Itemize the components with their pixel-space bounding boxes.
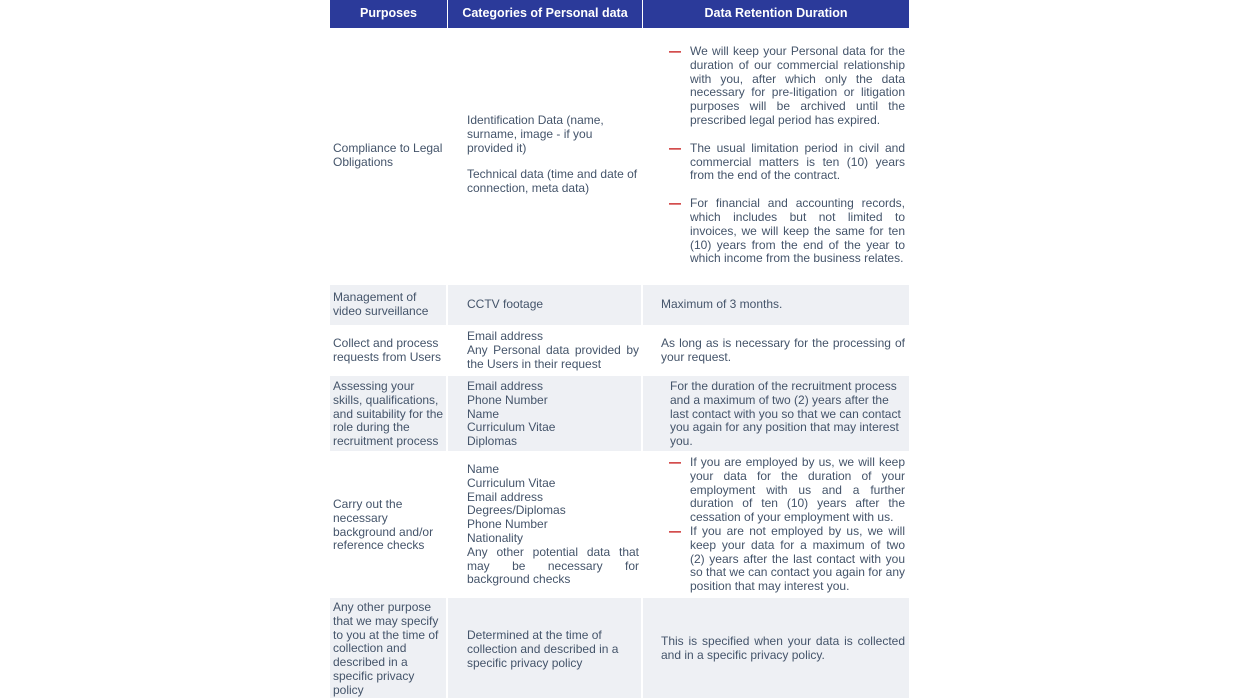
category-item: Phone Number <box>467 517 548 532</box>
row-compliance-purpose: Compliance to Legal Obligations <box>333 141 443 169</box>
category-item: Nationality <box>467 530 524 545</box>
row-other-retention: This is specified when your data is collected and in a specific privacy policy. <box>661 634 905 662</box>
header-categories-label: Categories of Personal data <box>462 6 628 21</box>
row-recruitment-purpose: Assessing your skills, qualifications, and suitability for the role during the recruitment process <box>333 379 444 449</box>
retention-text: The usual limitation period in civil and commercial matters is ten (10) years from the end of the contract. <box>690 140 905 183</box>
retention-item <box>669 525 905 594</box>
category-item: Email address <box>467 329 544 343</box>
row-compliance-categories <box>467 114 639 196</box>
row-background-purpose: Carry out the necessary background and/or reference checks <box>333 497 434 553</box>
row-other-purpose: Any other purpose that we may specify to you at the time of collection and described in a specific privacy policy <box>333 600 439 697</box>
row-background-categories <box>467 463 639 587</box>
row-requests-purpose: Collect and process requests from Users <box>333 336 442 364</box>
column-separator <box>641 28 643 698</box>
column-separator <box>446 28 448 698</box>
category-item: Any other potential data that may be necessary for background checks <box>467 544 639 587</box>
header-retention <box>643 0 909 28</box>
header-retention-label: Data Retention Duration <box>704 6 848 21</box>
dash-bullet-icon: — <box>669 196 681 211</box>
category-item: Curriculum Vitae <box>467 420 556 435</box>
row-recruitment-categories <box>467 380 639 449</box>
header-purposes <box>330 0 447 28</box>
header-purposes-label: Purposes <box>360 6 417 21</box>
category-item: Degrees/Diplomas <box>467 503 566 518</box>
header-categories <box>448 0 642 28</box>
retention-text: For financial and accounting records, which includes but not limited to invoices, we will keep the same for ten (10) years from the end of the year to which income from the business relates. <box>690 196 905 266</box>
row-requests-categories <box>467 330 639 371</box>
category-item: Technical data (time and date of connection, meta data) <box>467 167 638 196</box>
category-item: Email address <box>467 379 544 393</box>
category-item: Phone Number <box>467 392 548 407</box>
row-background-retention <box>669 456 905 594</box>
row-recruitment-retention: For the duration of the recruitment process and a maximum of two (2) years after the last contact with you so that we can contact you again for any position that may interest you. <box>670 379 901 449</box>
row-requests-retention: As long as is necessary for the processing of your request. <box>661 336 905 364</box>
category-item: Identification Data (name, surname, image - if you provided it) <box>467 113 604 155</box>
dash-bullet-icon: — <box>669 455 681 469</box>
row-other-category: Determined at the time of collection and described in a specific privacy policy <box>467 628 619 670</box>
category-item: Name <box>467 462 500 476</box>
retention-text: We will keep your Personal data for the duration of our commercial relationship with you, after which only the data necessary for pre-litigation or litigation purposes will be archived until the prescribed legal period has expired. <box>690 44 905 127</box>
category-item: Email address <box>467 489 544 504</box>
dash-bullet-icon: — <box>669 140 681 155</box>
category-item: Diplomas <box>467 434 518 449</box>
dash-bullet-icon: — <box>669 44 681 58</box>
retention-item <box>669 45 905 128</box>
category-item: Any Personal data provided by the Users in their request <box>467 342 639 371</box>
category-item: Curriculum Vitae <box>467 475 556 490</box>
retention-text: If you are employed by us, we will keep your data for the duration of your employment with us and a further duration of ten (10) years after the cessation of your employment with us. <box>690 455 905 525</box>
row-video-retention: Maximum of 3 months. <box>661 297 783 311</box>
row-video-category: CCTV footage <box>467 297 544 311</box>
retention-item <box>669 456 905 525</box>
retention-item <box>669 142 905 183</box>
retention-item <box>669 197 905 266</box>
row-video-purpose: Management of video surveillance <box>333 290 429 318</box>
row-compliance-retention <box>669 45 905 266</box>
dash-bullet-icon: — <box>669 523 681 538</box>
retention-text: If you are not employed by us, we will keep your data for a maximum of two (2) years after the last contact with you so that we can contact you again for any position that may interest you. <box>690 523 905 594</box>
category-item: Name <box>467 406 500 421</box>
